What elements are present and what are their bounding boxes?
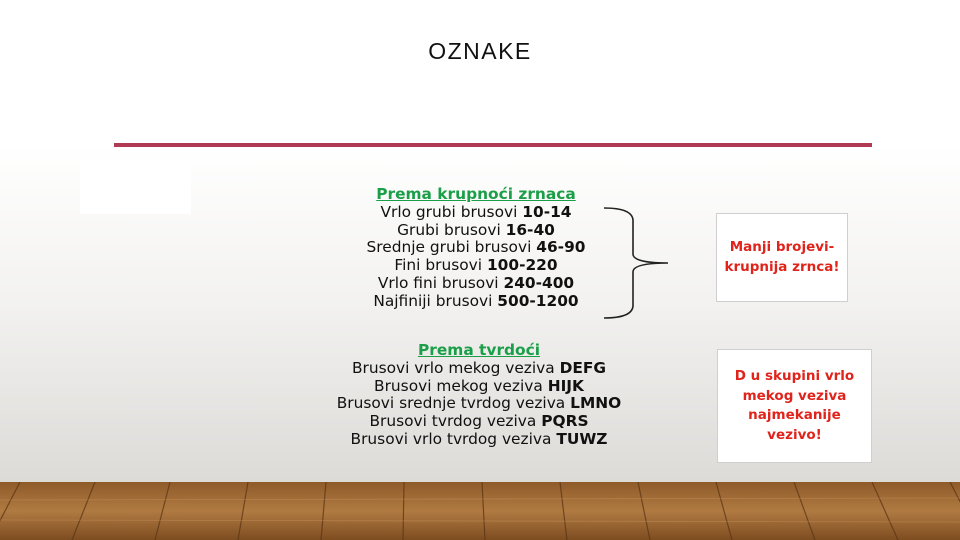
row-label: Srednje grubi brusovi [366, 238, 532, 257]
title-divider [114, 143, 872, 147]
hardness-heading: Prema tvrdoći [417, 341, 541, 359]
row-label: Brusovi mekog veziva [374, 376, 543, 395]
row-label: Brusovi vrlo tvrdog veziva [350, 429, 552, 448]
row-value: 16-40 [505, 220, 555, 239]
row-label: Najfiniji brusovi [373, 291, 493, 310]
list-item [298, 431, 660, 449]
list-item [326, 222, 626, 240]
slide-title: OZNAKE [428, 38, 532, 64]
hardness-note: D u skupini vrlo mekog veziva najmekanije vezivo! [717, 349, 872, 463]
list-item [326, 257, 626, 275]
list-item [298, 378, 660, 396]
grain-size-list [326, 186, 626, 311]
row-label: Vrlo fini brusovi [377, 273, 499, 292]
row-label: Vrlo grubi brusovi [380, 202, 518, 221]
list-item [298, 395, 660, 413]
row-value: PQRS [541, 412, 589, 431]
list-item [298, 360, 660, 378]
row-label: Brusovi srednje tvrdog veziva [336, 394, 566, 413]
row-value: 10-14 [522, 202, 572, 221]
blank-placeholder [80, 160, 191, 214]
row-label: Brusovi tvrdog veziva [369, 412, 537, 431]
row-label: Fini brusovi [394, 256, 483, 275]
row-value: TUWZ [556, 429, 608, 448]
grain-size-note: Manji brojevi- krupnija zrnca! [716, 213, 848, 302]
list-item [326, 293, 626, 311]
list-item [326, 204, 626, 222]
hardness-list [298, 342, 660, 449]
row-label: Brusovi vrlo mekog veziva [351, 358, 555, 377]
grain-size-heading: Prema krupnoći zrnaca [376, 185, 576, 203]
content-image [298, 176, 855, 468]
row-value: 500-1200 [497, 291, 579, 310]
list-item [326, 275, 626, 293]
row-value: 46-90 [536, 238, 586, 257]
wood-floor [0, 482, 960, 540]
row-value: LMNO [570, 394, 622, 413]
list-item [326, 239, 626, 257]
row-value: 100-220 [486, 256, 558, 275]
row-value: DEFG [559, 358, 607, 377]
row-value: 240-400 [503, 273, 575, 292]
list-item [298, 413, 660, 431]
row-label: Grubi brusovi [397, 220, 501, 239]
row-value: HIJK [547, 376, 584, 395]
curly-brace-icon [598, 206, 678, 322]
